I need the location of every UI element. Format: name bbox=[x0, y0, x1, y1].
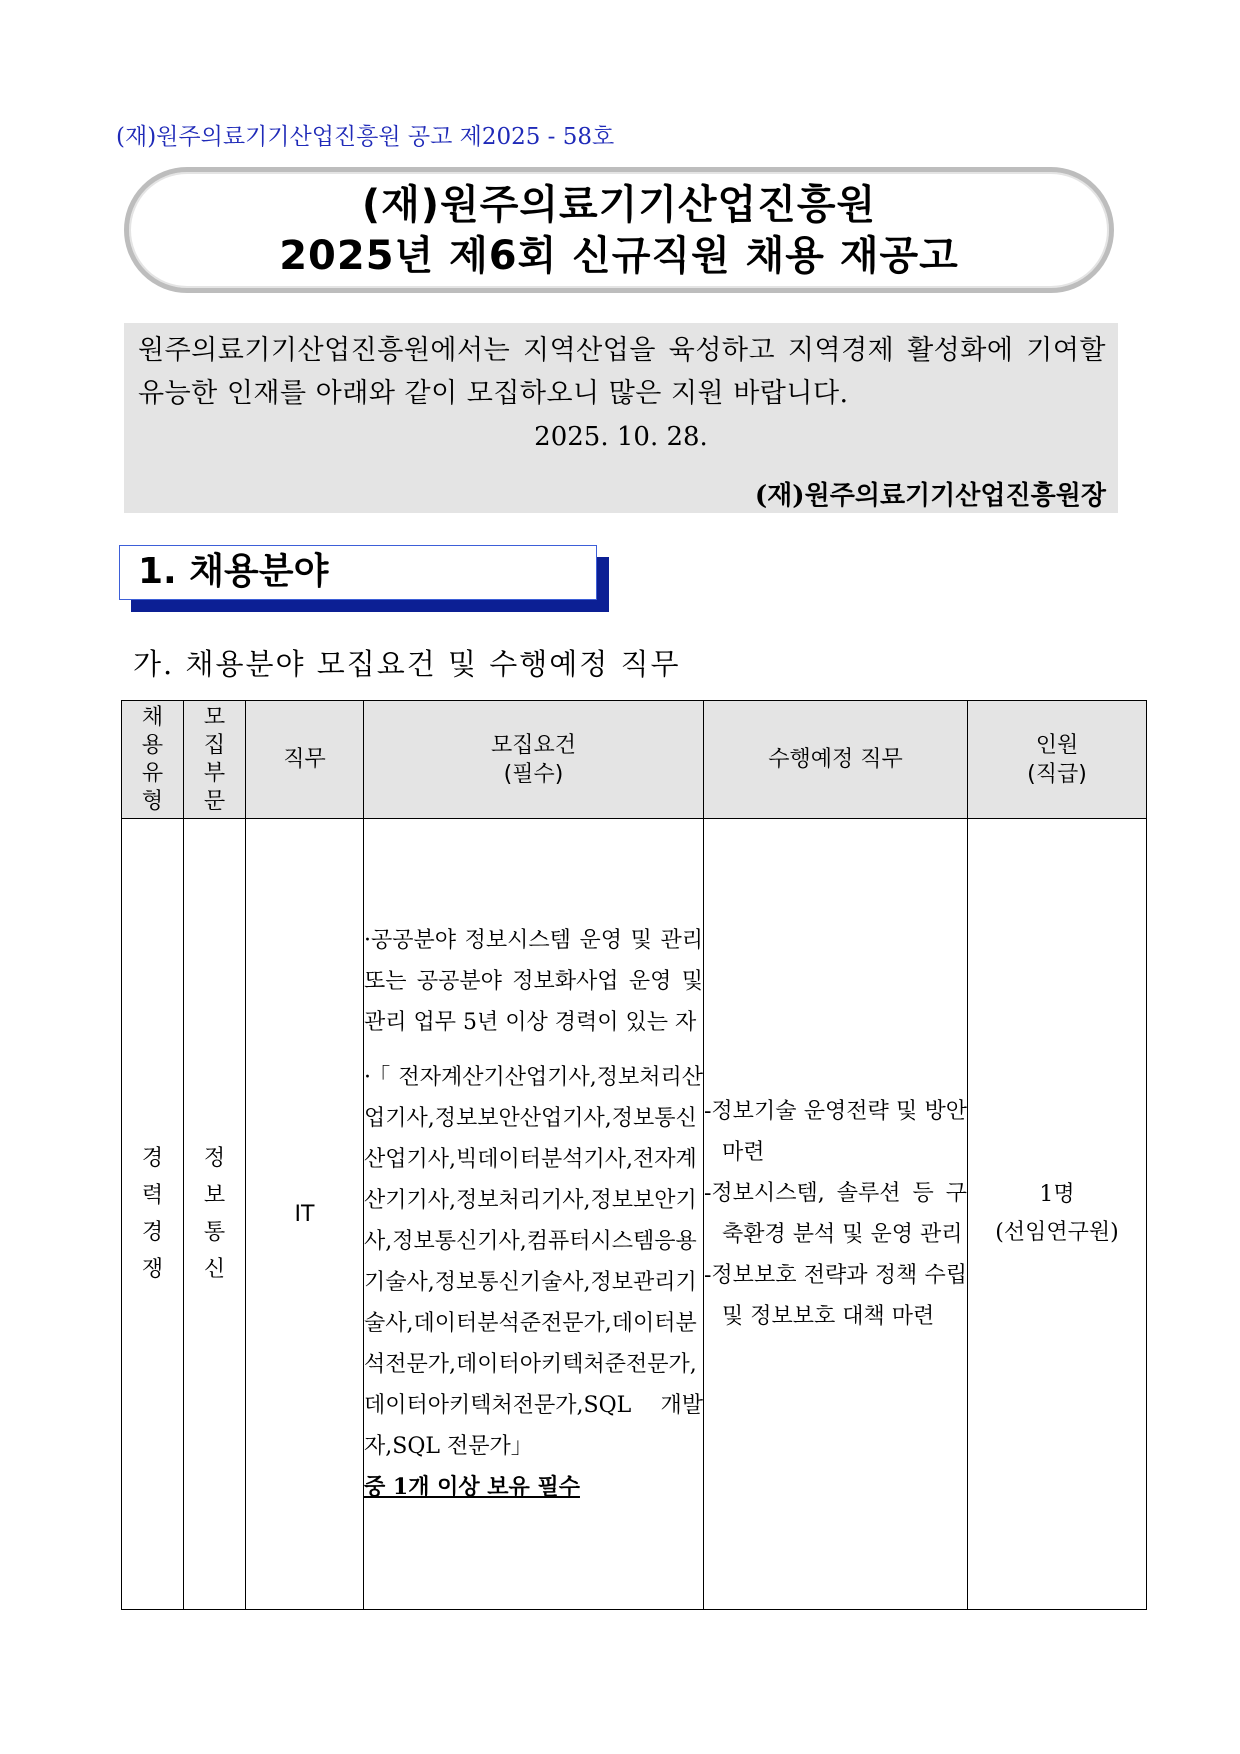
title-line-1: (재)원주의료기기산업진흥원 bbox=[361, 182, 877, 228]
table-header-row bbox=[122, 701, 1147, 819]
cell-requirements bbox=[364, 819, 704, 1610]
cell-job: IT bbox=[246, 819, 364, 1610]
table-row bbox=[122, 819, 1147, 1610]
recruitment-table bbox=[121, 700, 1147, 1610]
header-dept: 모집부문 bbox=[184, 701, 246, 819]
issuer-signature: (재)원주의료기기산업진흥원장 bbox=[754, 481, 1106, 511]
header-requirements: 모집요건 (필수) bbox=[364, 701, 704, 819]
cell-duties bbox=[704, 819, 968, 1610]
title-line-2: 2025년 제6회 신규직원 채용 재공고 bbox=[279, 233, 959, 279]
duty-item: -정보보호 전략과 정책 수립 및 정보보호 대책 마련 bbox=[704, 1263, 967, 1329]
cell-type: 경력경쟁 bbox=[122, 819, 184, 1610]
requirement-experience: ·공공분야 정보시스템 운영 및 관리 또는 공공분야 정보화사업 운영 및 관리 업무 5년 이상 경력이 있는 자 bbox=[364, 928, 703, 1035]
duty-item: -정보시스템, 솔루션 등 구축환경 분석 및 운영 관리 bbox=[704, 1181, 967, 1247]
requirement-certificates: ·「전자계산기산업기사,정보처리산업기사,정보보안산업기사,정보통신산업기사,빅데이터분석기사,전자계산기기사,정보처리기사,정보보안기사,정보통신기사,컴퓨터시스템응용기술사,정보통신기술사,정보관리기술사,데이터분석준전문가,데이터분석전문가,데이터아키텍처준전문가, 데이터아키텍처전문가,SQL 개발자,SQL 전문가」 bbox=[364, 1065, 703, 1459]
duty-item: -정보기술 운영전략 및 방안 마련 bbox=[704, 1099, 967, 1165]
cell-dept: 정보통신 bbox=[184, 819, 246, 1610]
notice-date: 2025. 10. 28. bbox=[534, 422, 708, 452]
intro-text: 원주의료기기산업진흥원에서는 지역산업을 육성하고 지역경제 활성화에 기여할 유능한 인재를 아래와 같이 모집하오니 많은 지원 바랍니다. bbox=[138, 335, 1106, 409]
rank: (선임연구원) bbox=[995, 1220, 1119, 1245]
requirement-emphasis: 중 1개 이상 보유 필수 bbox=[364, 1474, 580, 1500]
section-title: 1. 채용분야 bbox=[138, 551, 329, 592]
notice-number: (재)원주의료기기산업진흥원 공고 제2025 - 58호 bbox=[116, 124, 615, 150]
header-count: 인원 (직급) bbox=[968, 701, 1147, 819]
header-job: 직무 bbox=[246, 701, 364, 819]
page-title bbox=[129, 180, 1109, 282]
subheading: 가. 채용분야 모집요건 및 수행예정 직무 bbox=[133, 647, 681, 681]
headcount: 1명 bbox=[1039, 1182, 1075, 1207]
header-duties: 수행예정 직무 bbox=[704, 701, 968, 819]
header-type: 채용유형 bbox=[122, 701, 184, 819]
title-banner bbox=[124, 167, 1114, 293]
intro-box bbox=[124, 323, 1118, 513]
cell-count bbox=[968, 819, 1147, 1610]
section-title-box bbox=[119, 545, 597, 600]
